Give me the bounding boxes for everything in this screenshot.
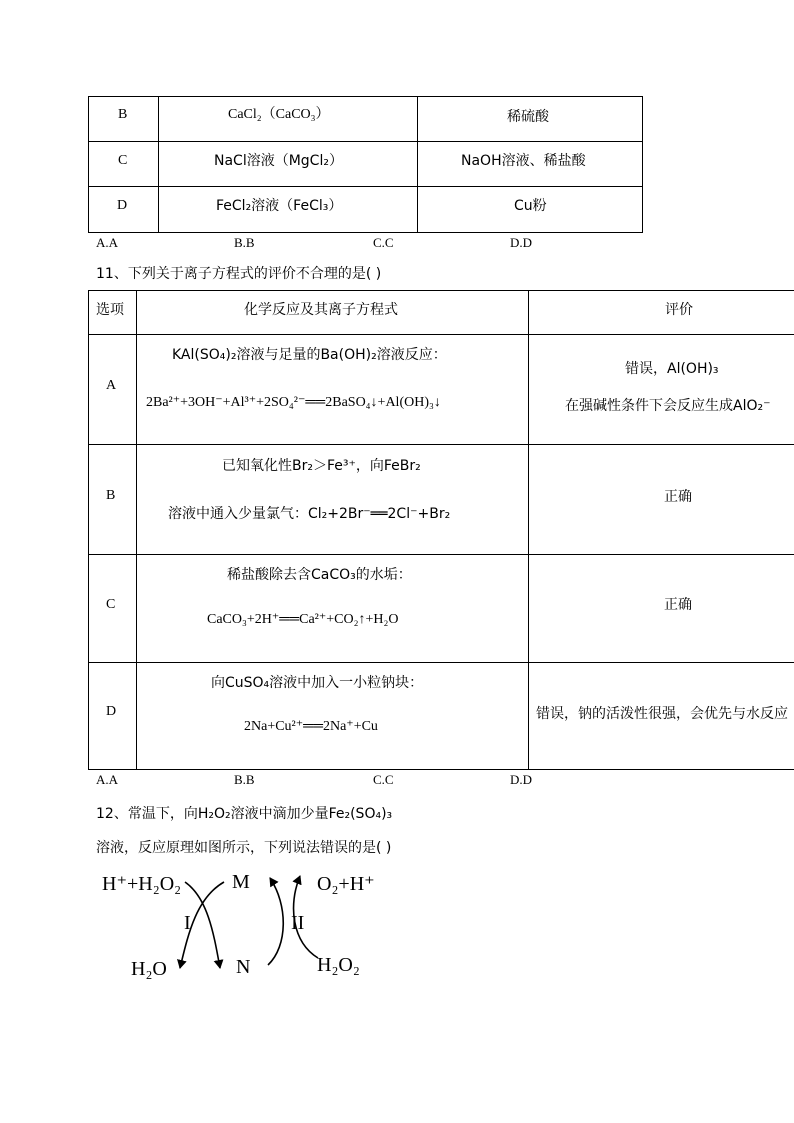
arrow-to-n bbox=[185, 882, 220, 968]
table-row-label: C bbox=[118, 153, 128, 168]
reaction-description: 向CuSO₄溶液中加入一小粒钠块： bbox=[211, 675, 424, 691]
step-1-label: I bbox=[184, 912, 191, 934]
right-reactant-label: H₂O₂ bbox=[317, 954, 360, 976]
table-row-label: D bbox=[117, 198, 128, 213]
table-cell-reagent: Cu粉 bbox=[514, 198, 547, 214]
option-c[interactable]: C.C bbox=[373, 772, 394, 787]
table-row-label: A bbox=[106, 378, 117, 393]
option-d[interactable]: D.D bbox=[510, 772, 533, 787]
question-11-stem: 11、下列关于离子方程式的评价不合理的是( ) bbox=[96, 266, 382, 282]
option-c[interactable]: C.C bbox=[373, 235, 394, 250]
species-n-label: N bbox=[236, 956, 251, 978]
table-header-evaluation: 评价 bbox=[665, 302, 693, 318]
option-a[interactable]: A.A bbox=[96, 235, 119, 250]
table-cell-reagent: NaOH溶液、稀盐酸 bbox=[461, 153, 586, 169]
table-row-label: B bbox=[118, 107, 128, 122]
evaluation-text: 正确 bbox=[664, 489, 692, 505]
left-reactant-label: H⁺+H₂O₂ bbox=[102, 873, 182, 895]
right-product-label: O₂+H⁺ bbox=[317, 873, 375, 895]
ionic-equation: 2Na+Cu²⁺══2Na⁺+Cu bbox=[244, 719, 378, 734]
evaluation-text: 错误，钠的活泼性很强，会优先与水反应 bbox=[536, 706, 788, 722]
table-header-equation: 化学反应及其离子方程式 bbox=[244, 302, 398, 318]
ionic-equation: CaCO₃+2H⁺══Ca²⁺+CO₂↑+H₂O bbox=[207, 612, 399, 627]
option-b[interactable]: B.B bbox=[234, 772, 255, 787]
step-2-label: II bbox=[291, 912, 305, 934]
reaction-description: 稀盐酸除去含CaCO₃的水垢： bbox=[227, 567, 412, 583]
evaluation-text: 错误，Al(OH)₃ bbox=[625, 361, 719, 377]
table-header-option: 选项 bbox=[96, 302, 124, 318]
evaluation-text: 正确 bbox=[664, 597, 692, 613]
left-product-label: H₂O bbox=[131, 958, 167, 980]
option-a[interactable]: A.A bbox=[96, 772, 119, 787]
ionic-equation: 溶液中通入少量氯气：Cl₂+2Br⁻══2Cl⁻+Br₂ bbox=[168, 506, 451, 522]
reaction-description: 已知氧化性Br₂＞Fe³⁺，向FeBr₂ bbox=[222, 458, 421, 474]
evaluation-text: 在强碱性条件下会反应生成AlO₂⁻ bbox=[565, 398, 771, 414]
table-cell-substance: NaCl溶液（MgCl₂） bbox=[214, 153, 343, 169]
question-12-stem-line2: 溶液，反应原理如图所示，下列说法错误的是( ) bbox=[96, 840, 392, 856]
table-cell-substance: FeCl₂溶液（FeCl₃） bbox=[216, 198, 343, 214]
table-row-label: B bbox=[106, 488, 116, 503]
table-row-label: C bbox=[106, 597, 116, 612]
table-cell-substance: CaCl₂（CaCO₃） bbox=[228, 107, 330, 122]
table-row-label: D bbox=[106, 704, 117, 719]
ionic-equation: 2Ba²⁺+3OH⁻+Al³⁺+2SO₄²⁻══2BaSO₄↓+Al(OH)₃↓ bbox=[146, 395, 441, 410]
reaction-description: KAl(SO₄)₂溶液与足量的Ba(OH)₂溶液反应： bbox=[172, 347, 447, 363]
arrow-to-m bbox=[268, 878, 283, 965]
option-b[interactable]: B.B bbox=[234, 235, 255, 250]
species-m-label: M bbox=[232, 871, 250, 893]
option-d[interactable]: D.D bbox=[510, 235, 533, 250]
question-12-stem-line1: 12、常温下，向H₂O₂溶液中滴加少量Fe₂(SO₄)₃ bbox=[96, 806, 393, 822]
table-cell-reagent: 稀硫酸 bbox=[507, 109, 549, 125]
arrow-to-oxygen bbox=[294, 876, 318, 958]
